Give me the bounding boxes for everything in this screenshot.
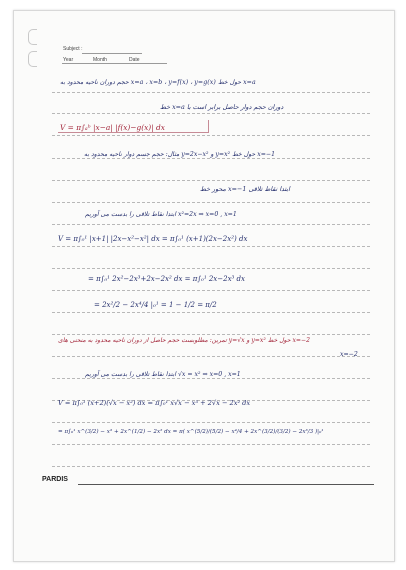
definition-line-1: حجم دوران ناحیه محدود به x=a ، x=b ، y=f(x) ، y=g(x) حول خط x=a	[60, 79, 256, 86]
exercise-axis: x=−2	[340, 351, 358, 358]
exercise-line: تمرین: مطلوبست حجم حاصل از دوران ناحیه محدود به منحنی های y=√x و y=x² حول خط x=−2	[58, 337, 311, 344]
ruled-line	[52, 290, 370, 291]
result-line: = 2x²/2 − 2x⁴/4 |₀¹ = 1 − 1/2 = π/2	[94, 301, 217, 309]
binding-ring	[28, 51, 37, 67]
ruled-line	[52, 92, 370, 93]
ruled-line	[52, 224, 370, 225]
exercise-integral-line-1: V = π∫₀¹ (x+2)(√x − x²) dx = π∫₀¹ x√x − x³ + 2√x − 2x² dx	[58, 399, 251, 407]
ruled-line	[52, 356, 370, 357]
definition-line-2: خط x=a دوران حجم دوار حاصل برابر است با	[160, 103, 284, 111]
example-line-2: محور خط x=−1 ابتدا نقاط تلاقی	[200, 185, 290, 193]
page-header	[52, 35, 370, 67]
integral-line-1: V = π∫₀¹ |x+1| |2x−x²−x²| dx = π∫₀¹ (x+1)(2x−2x²) dx	[58, 235, 248, 243]
date-label: Date	[129, 57, 140, 63]
intersection-line: ابتدا نقاط تلاقی را بدست می آوریم x²=2x ⇒ x=0 , x=1	[85, 211, 237, 218]
integral-line-2: = π∫₀¹ 2x²−2x³+2x−2x² dx = π∫₀¹ 2x−2x³ dx	[88, 275, 245, 283]
ruled-line	[52, 268, 370, 269]
exercise-integral-line-2: = π∫₀¹ x^(3/2) − x³ + 2x^(1/2) − 2x² dx = π( x^(5/2)/(5/2) − x⁴/4 + 2x^(3/2)/(3/2) − 2x³/3 )|₀¹	[58, 429, 324, 435]
subject-label: Subject :	[63, 46, 83, 52]
ruled-line	[52, 466, 370, 467]
subject-line	[82, 53, 142, 54]
example-line-1: مثال: حجم جسم دوار ناحیه محدود به y=2x−x² و y=x² حول خط x=−1	[84, 151, 276, 158]
ruled-line	[52, 180, 370, 181]
brand-logo: PARDIS	[42, 476, 68, 483]
year-label: Year	[63, 57, 74, 63]
ruled-line	[52, 246, 370, 247]
ruled-line	[52, 422, 370, 423]
footer-line	[78, 484, 374, 485]
binding-ring	[28, 29, 37, 45]
date-line	[62, 63, 167, 64]
volume-formula: V = π∫ₐᵇ |x−a| |f(x)−g(x)| dx	[60, 123, 165, 132]
formula-box	[58, 120, 209, 133]
ruled-line	[52, 312, 370, 313]
ruled-line	[52, 135, 370, 136]
ruled-line	[52, 444, 370, 445]
ruled-line	[52, 334, 370, 335]
month-label: Month	[93, 57, 107, 63]
exercise-intersection-line: ابتدا نقاط تلاقی را بدست می آوریم √x = x² ⇒ x=0 , x=1	[85, 371, 241, 378]
ruled-line	[52, 202, 370, 203]
ruled-line	[52, 113, 370, 114]
